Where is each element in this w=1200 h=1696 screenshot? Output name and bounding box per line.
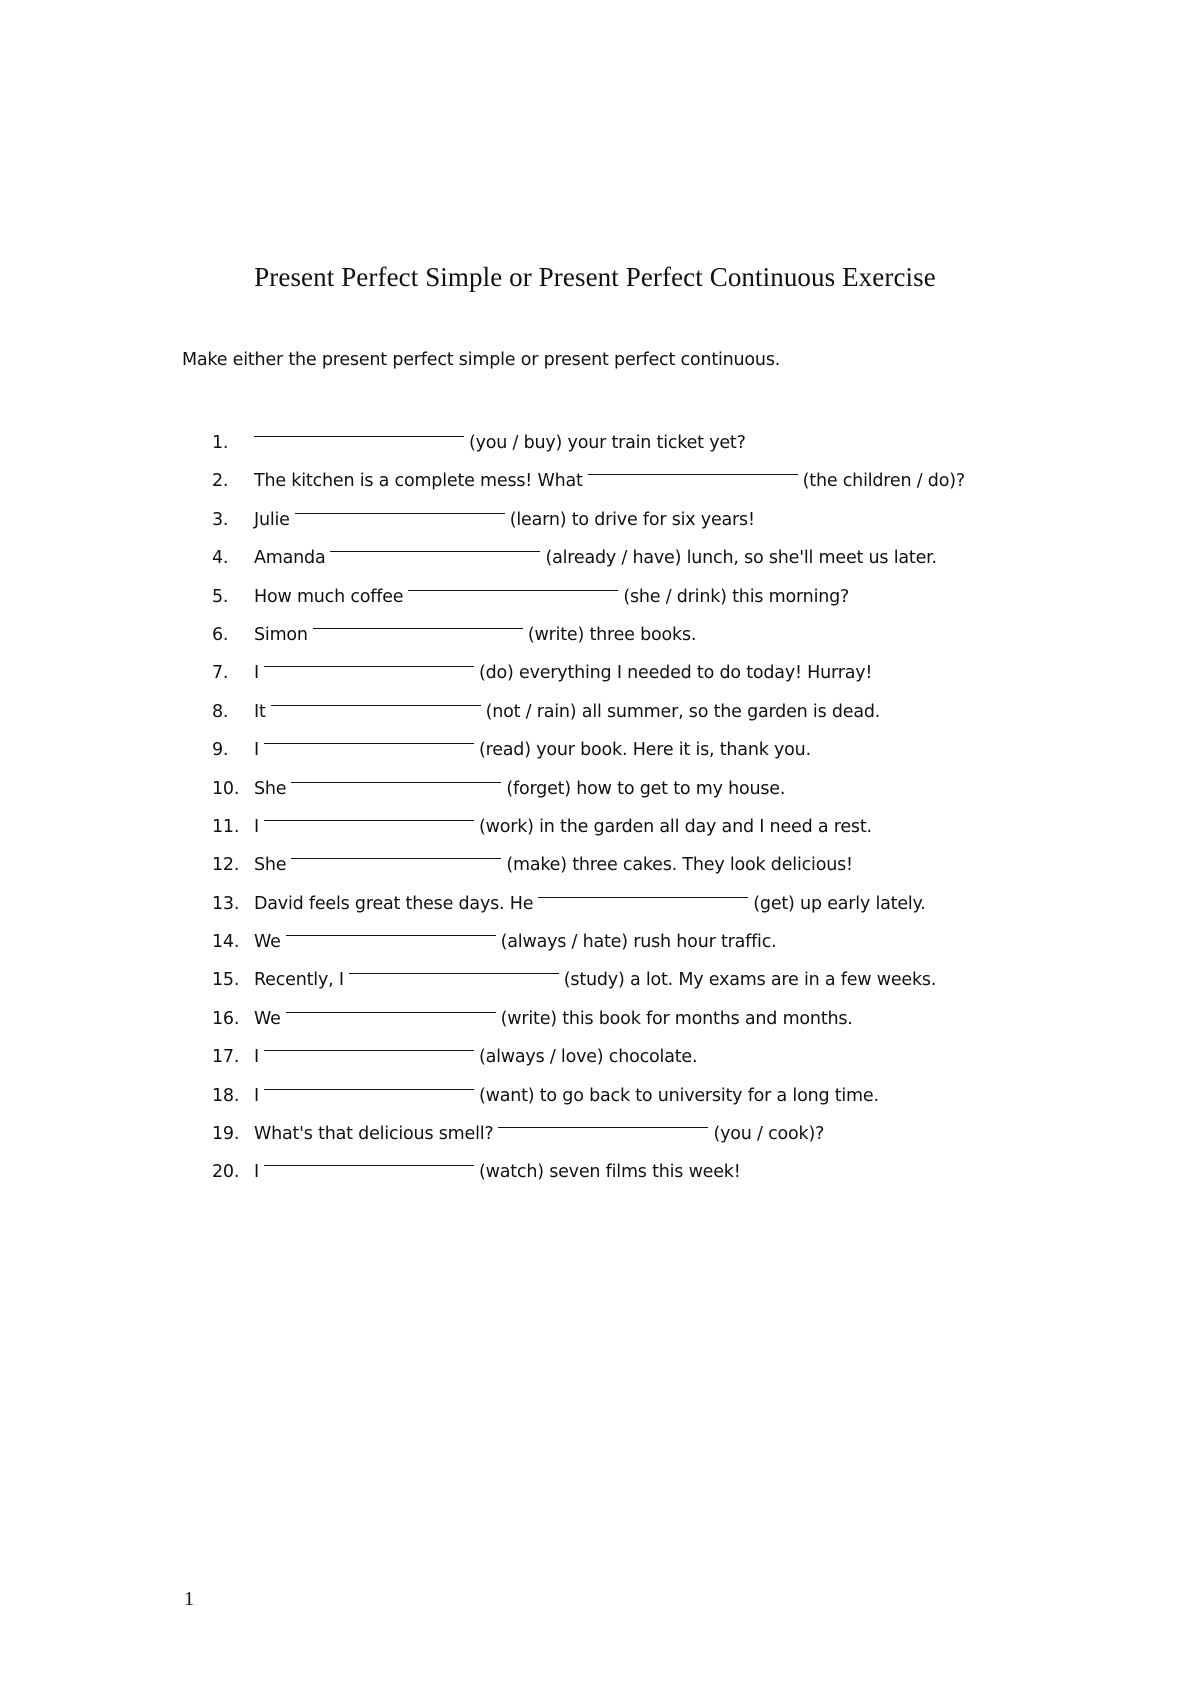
item-text-before: I xyxy=(254,663,259,684)
item-text-before: David feels great these days. He xyxy=(254,893,534,914)
answer-blank[interactable] xyxy=(271,683,481,706)
answer-blank[interactable] xyxy=(264,721,474,744)
item-number: 16. xyxy=(212,1008,240,1029)
exercise-list xyxy=(212,424,965,1192)
answer-blank[interactable] xyxy=(330,529,540,552)
item-text-before: We xyxy=(254,1008,281,1029)
item-text-after: (already / have) lunch, so she'll meet us later. xyxy=(545,548,937,569)
item-text-after: (not / rain) all summer, so the garden is dead. xyxy=(485,701,881,722)
item-text-after: (she / drink) this morning? xyxy=(623,586,850,607)
item-text-before: She xyxy=(254,778,287,799)
item-text-before: Recently, I xyxy=(254,970,344,991)
item-text-before: I xyxy=(254,740,259,761)
item-text-before: Simon xyxy=(254,624,308,645)
item-number: 6. xyxy=(212,624,229,645)
item-number: 20. xyxy=(212,1162,240,1183)
item-text-after: (read) your book. Here it is, thank you. xyxy=(478,740,811,761)
page-title: Present Perfect Simple or Present Perfect Continuous Exercise xyxy=(254,262,936,292)
answer-blank[interactable] xyxy=(264,798,474,821)
answer-blank[interactable] xyxy=(264,644,474,667)
item-text-after: (make) three cakes. They look delicious! xyxy=(506,855,853,876)
answer-blank[interactable] xyxy=(264,1143,474,1166)
page-number: 1 xyxy=(184,1588,194,1610)
item-number: 8. xyxy=(212,701,229,722)
item-text-before: Julie xyxy=(254,509,290,530)
answer-blank[interactable] xyxy=(286,990,496,1013)
item-text-after: (forget) how to get to my house. xyxy=(506,778,786,799)
item-number: 12. xyxy=(212,855,240,876)
item-number: 2. xyxy=(212,471,229,492)
exercise-item xyxy=(212,501,965,539)
answer-blank[interactable] xyxy=(588,452,798,475)
item-number: 3. xyxy=(212,509,229,530)
item-text-after: (you / buy) your train ticket yet? xyxy=(469,433,746,453)
item-text-after: (always / love) chocolate. xyxy=(478,1047,698,1068)
answer-blank[interactable] xyxy=(408,568,618,591)
item-text-after: (study) a lot. My exams are in a few weeks. xyxy=(563,970,937,991)
item-text-after: (get) up early lately. xyxy=(753,893,926,914)
item-text-before: How much coffee xyxy=(254,586,404,607)
answer-blank[interactable] xyxy=(349,951,559,974)
instructions: Make either the present perfect simple or present perfect continuous. xyxy=(182,350,781,370)
item-number: 1. xyxy=(212,433,229,453)
item-number: 15. xyxy=(212,970,240,991)
item-text-before: It xyxy=(254,701,266,722)
item-text-before: What's that delicious smell? xyxy=(254,1124,494,1145)
item-text-after: (do) everything I needed to do today! Hurray! xyxy=(478,663,873,684)
item-text-after: (learn) to drive for six years! xyxy=(509,509,755,530)
item-number: 4. xyxy=(212,548,229,569)
answer-blank[interactable] xyxy=(291,760,501,783)
exercise-item xyxy=(212,923,965,961)
answer-blank[interactable] xyxy=(264,1028,474,1051)
item-text-after: (work) in the garden all day and I need a rest. xyxy=(478,816,872,837)
item-text-after: (want) to go back to university for a long time. xyxy=(478,1085,879,1106)
answer-blank[interactable] xyxy=(313,606,523,629)
item-text-before: She xyxy=(254,855,287,876)
item-text-before: I xyxy=(254,1162,259,1183)
item-text-before: The kitchen is a complete mess! What xyxy=(254,471,583,492)
item-number: 17. xyxy=(212,1047,240,1068)
item-text-before: I xyxy=(254,1047,259,1068)
item-text-after: (the children / do)? xyxy=(802,471,965,492)
item-number: 13. xyxy=(212,893,240,914)
item-number: 11. xyxy=(212,816,240,837)
item-text-after: (always / hate) rush hour traffic. xyxy=(500,932,777,953)
item-text-before: I xyxy=(254,816,259,837)
item-text-after: (you / cook)? xyxy=(713,1124,825,1145)
item-text-before: We xyxy=(254,932,281,953)
item-text-after: (watch) seven films this week! xyxy=(478,1162,741,1183)
item-text-after: (write) this book for months and months. xyxy=(500,1008,853,1029)
item-text-after: (write) three books. xyxy=(527,624,697,645)
answer-blank[interactable] xyxy=(295,491,505,514)
item-number: 10. xyxy=(212,778,240,799)
item-number: 7. xyxy=(212,663,229,684)
item-number: 5. xyxy=(212,586,229,607)
item-text-before: I xyxy=(254,1085,259,1106)
item-number: 19. xyxy=(212,1124,240,1145)
answer-blank[interactable] xyxy=(498,1105,708,1128)
answer-blank[interactable] xyxy=(538,875,748,898)
answer-blank[interactable] xyxy=(286,913,496,936)
answer-blank[interactable] xyxy=(264,1067,474,1090)
item-text-before: Amanda xyxy=(254,548,326,569)
item-number: 14. xyxy=(212,932,240,953)
item-number: 9. xyxy=(212,740,229,761)
item-number: 18. xyxy=(212,1085,240,1106)
answer-blank[interactable] xyxy=(254,414,464,437)
answer-blank[interactable] xyxy=(291,836,501,859)
exercise-item xyxy=(212,1153,965,1191)
